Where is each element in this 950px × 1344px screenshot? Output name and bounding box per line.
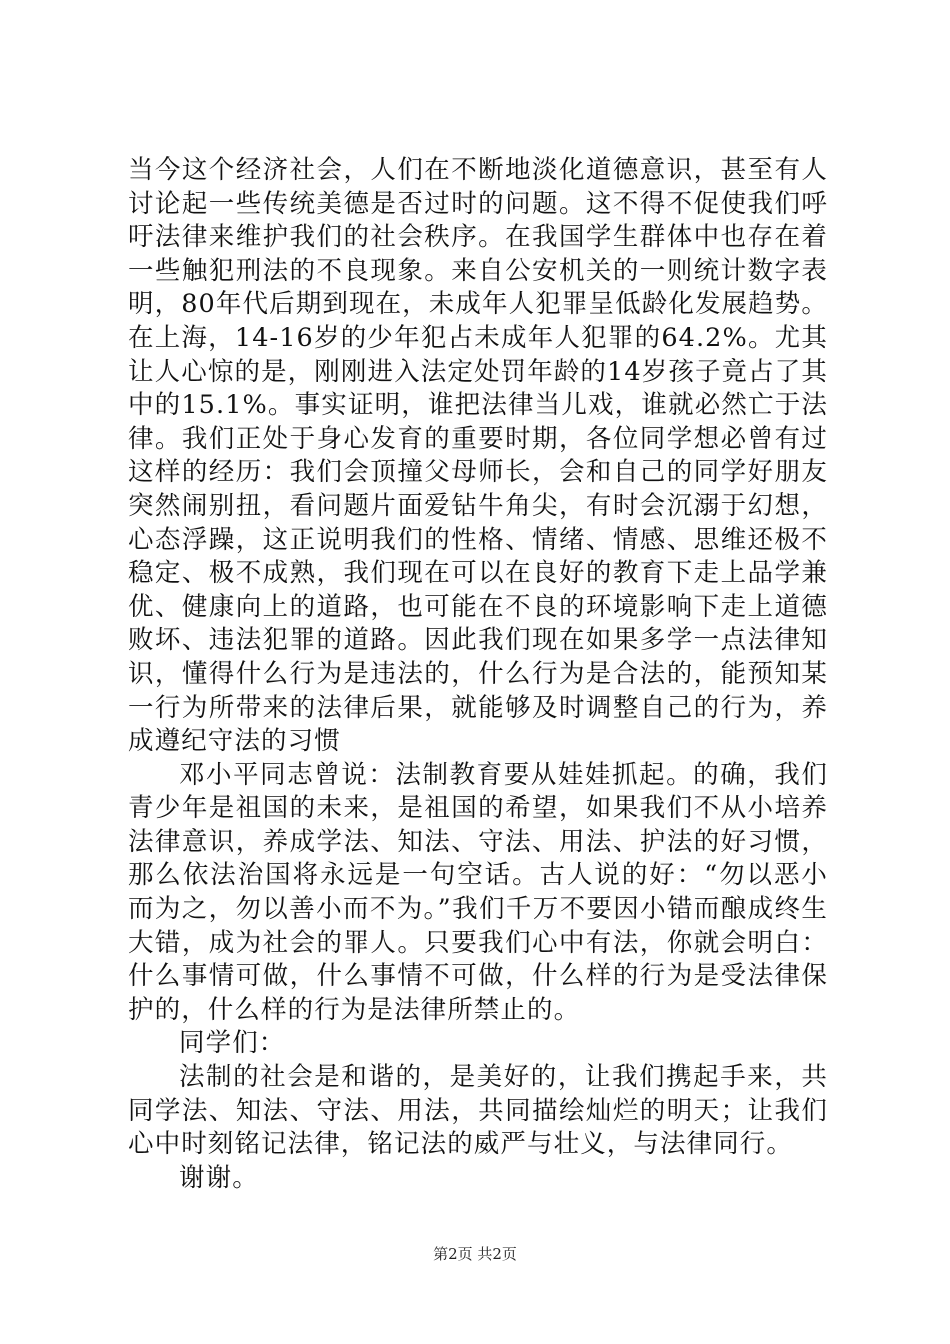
page-footer: 第2页 共2页 (433, 1245, 517, 1263)
paragraph-deng-xiaoping-quote: 邓小平同志曾说：法制教育要从娃娃抓起。的确，我们青少年是祖国的未来，是祖国的希望，如果我们不从小培养法律意识，养成学法、知法、守法、用法、护法的好习惯，那么依法治国将永远是一句空话。古人说的好：“勿以恶小而为之，勿以善小而不为。”我们千万不要因小错而酿成终生大错，成为社会的罪人。只要我们心中有法，你就会明白：什么事情可做，什么事情不可做，什么样的行为是受法律保护的，什么样的行为是法律所禁止的。 (128, 759, 828, 1025)
paragraph-address-classmates: 同学们： (179, 1028, 286, 1059)
document-body (128, 154, 828, 1195)
paragraph-thanks: 谢谢。 (179, 1162, 259, 1193)
paragraph-crime-statistics: 当今这个经济社会，人们在不断地淡化道德意识，甚至有人讨论起一些传统美德是否过时的问题。这不得不促使我们呼吁法律来维护我们的社会秩序。在我国学生群体中也存在着一些触犯刑法的不良现象。来自公安机关的一则统计数字表明，80年代后期到现在，未成年人犯罪呈低龄化发展趋势。在上海，14-16岁的少年犯占未成年人犯罪的64.2%。尤其让人心惊的是，刚刚进入法定处罚年龄的14岁孩子竟占了其中的15.1%。事实证明，谁把法律当儿戏，谁就必然亡于法律。我们正处于身心发育的重要时期，各位同学想必曾有过这样的经历：我们会顶撞父母师长，会和自己的同学好朋友突然闹别扭，看问题片面爱钻牛角尖，有时会沉溺于幻想，心态浮躁，这正说明我们的性格、情绪、情感、思维还极不稳定、极不成熟，我们现在可以在良好的教育下走上品学兼优、健康向上的道路，也可能在不良的环境影响下走上道德败坏、违法犯罪的道路。因此我们现在如果多学一点法律知识，懂得什么行为是违法的，什么行为是合法的，能预知某一行为所带来的法律后果，就能够及时调整自己的行为，养成遵纪守法的习惯 (128, 155, 828, 757)
paragraph-closing-call: 法制的社会是和谐的，是美好的，让我们携起手来，共同学法、知法、守法、用法，共同描绘灿烂的明天；让我们心中时刻铭记法律，铭记法的威严与壮义，与法律同行。 (128, 1062, 828, 1160)
